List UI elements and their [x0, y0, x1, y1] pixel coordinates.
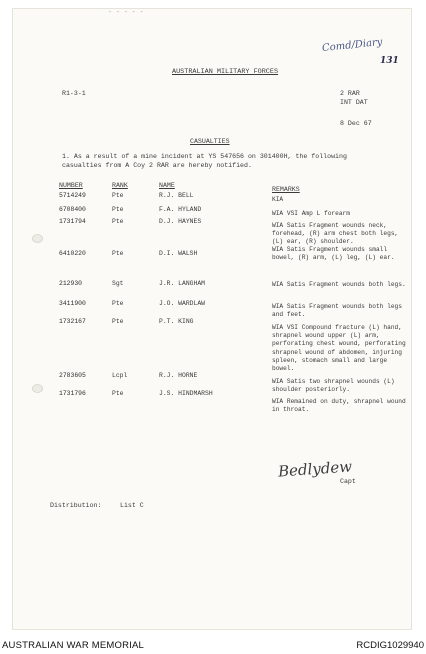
archive-identifier: RCDIG1029940 — [356, 640, 424, 651]
soldier-name: R.J. BELL — [159, 192, 194, 199]
rank: Lcpl — [112, 372, 128, 379]
folio-number: 131 — [380, 56, 399, 66]
rank: Pte — [112, 206, 124, 213]
service-number: 5714249 — [59, 192, 86, 199]
soldier-name: P.T. KING — [159, 318, 194, 325]
intro-line-1: 1. As a result of a mine incident at YS 547656 on 301400H, the following — [62, 153, 347, 160]
service-number: 2783605 — [59, 372, 86, 379]
service-number: 6708400 — [59, 206, 86, 213]
rank: Pte — [112, 318, 124, 325]
rank: Sgt — [112, 280, 124, 287]
remarks: WIA VSI Compound fracture (L) hand, shrapnel wound upper (L) arm, perforating chest wound, perforating shrapnel wound of abdomen, injuring spleen, stomach small and large bowel. — [272, 324, 406, 373]
punch-hole — [32, 234, 43, 243]
rank: Pte — [112, 250, 124, 257]
column-header-rank: RANK — [112, 182, 128, 189]
punch-hole — [32, 384, 43, 393]
file-reference: R1-3-1 — [62, 90, 86, 97]
int-dat: INT DAT — [340, 99, 368, 106]
archive-footer — [0, 636, 426, 654]
unit-designation: 2 RAR — [340, 90, 360, 97]
soldier-name: R.J. HORNE — [159, 372, 198, 379]
remarks: WIA Satis two shrapnel wounds (L) shoulder posteriorly. — [272, 378, 395, 394]
service-number: 1731794 — [59, 218, 86, 225]
remarks: WIA Satis Fragment wounds both legs and feet. — [272, 303, 402, 319]
document-title: AUSTRALIAN MILITARY FORCES — [172, 68, 279, 76]
soldier-name: J.O. WARDLAW — [159, 300, 206, 307]
rank: Pte — [112, 218, 124, 225]
document-page — [12, 8, 412, 630]
distribution-value: List C — [120, 502, 144, 509]
signatory-rank: Capt — [340, 478, 356, 485]
handwritten-annotation: Comd/Diary — [321, 36, 383, 55]
column-header-name: NAME — [159, 182, 175, 189]
column-header-number: NUMBER — [59, 182, 83, 189]
service-number: 6410220 — [59, 250, 86, 257]
archive-name: AUSTRALIAN WAR MEMORIAL — [2, 640, 145, 651]
soldier-name: J.S. HINDMARSH — [159, 390, 213, 397]
service-number: 3411900 — [59, 300, 86, 307]
service-number: 1732167 — [59, 318, 86, 325]
distribution-label: Distribution: — [50, 502, 102, 509]
soldier-name: D.J. HAYNES — [159, 218, 202, 225]
remarks: KIA — [272, 196, 284, 203]
soldier-name: J.R. LANGHAM — [159, 280, 206, 287]
soldier-name: D.I. WALSH — [159, 250, 198, 257]
rank: Pte — [112, 390, 124, 397]
document-date: 8 Dec 67 — [340, 120, 372, 127]
soldier-name: F.A. HYLAND — [159, 206, 202, 213]
column-header-remarks: REMARKS — [272, 186, 300, 193]
remarks: WIA Satis Fragment wounds small bowel, (R) arm, (L) leg, (L) ear. — [272, 246, 395, 262]
intro-line-2: casualties from A Coy 2 RAR are hereby notified. — [62, 162, 252, 169]
remarks: WIA Satis Fragment wounds neck, forehead, (R) arm chest both legs, (L) ear, (R) shoulder. — [272, 222, 399, 246]
rank: Pte — [112, 300, 124, 307]
service-number: 1731796 — [59, 390, 86, 397]
service-number: 212930 — [59, 280, 83, 287]
pencil-mark: - - - - - — [108, 8, 144, 15]
section-title: CASUALTIES — [190, 138, 230, 145]
remarks: WIA Remained on duty, shrapnel wound in throat. — [272, 398, 406, 414]
rank: Pte — [112, 192, 124, 199]
signature: Bedlydew — [277, 457, 353, 481]
remarks: WIA Satis Fragment wounds both legs. — [272, 281, 406, 288]
remarks: WIA VSI Amp L forearm — [272, 210, 350, 217]
